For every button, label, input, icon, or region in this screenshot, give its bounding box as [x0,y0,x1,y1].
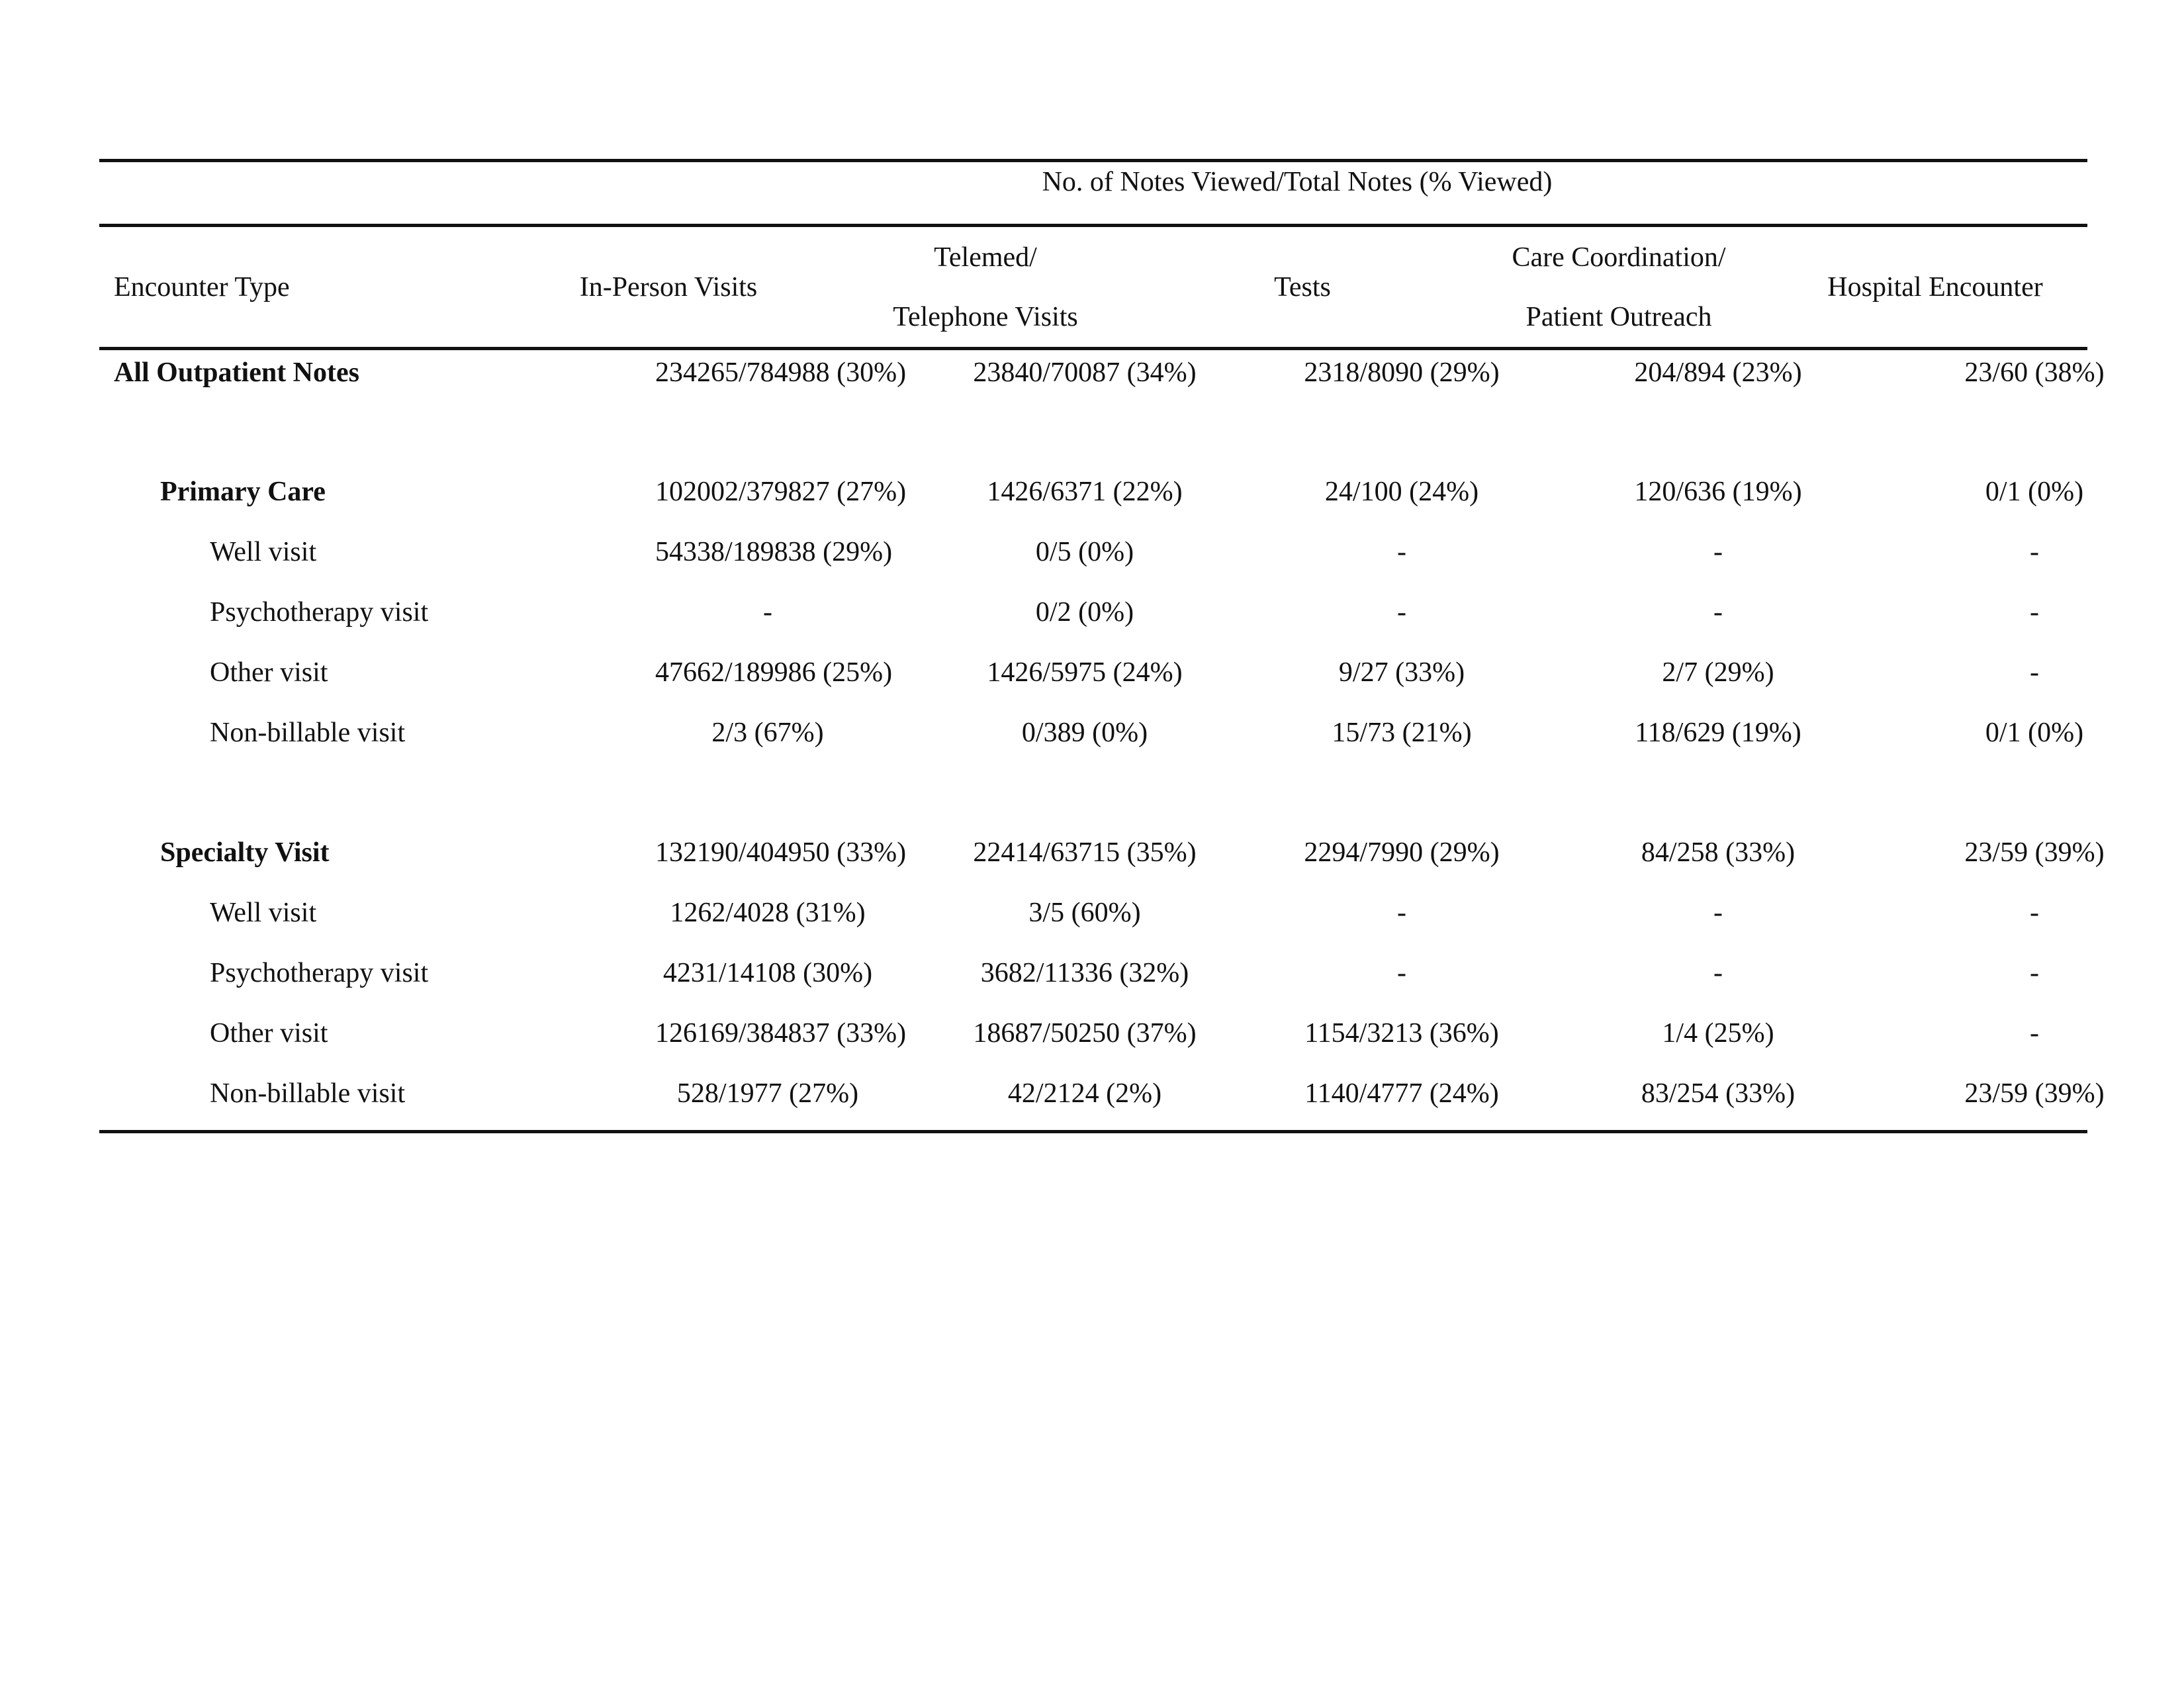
row-label: Psychotherapy visit [210,597,429,628]
header-care-line1: Care Coordination/ [1512,242,1726,273]
column-spanner-heading: No. of Notes Viewed/Total Notes (% Viewed) [1042,167,1553,197]
row-label: Non-billable visit [210,718,406,748]
cell-in-person: 234265/784988 (30%) [655,357,907,388]
cell-telemed: 23840/70087 (34%) [973,357,1197,388]
row-label: Non-billable visit [210,1078,406,1109]
cell-care-coordination: 2/7 (29%) [1662,657,1774,688]
cell-hospital: 23/59 (39%) [1964,837,2105,868]
cell-telemed: 0/2 (0%) [1035,597,1134,628]
cell-hospital: - [2030,597,2039,628]
cell-care-coordination: - [1713,597,1723,628]
row-label: Specialty Visit [160,837,330,868]
cell-in-person: 2/3 (67%) [711,718,824,748]
cell-in-person: 47662/189986 (25%) [655,657,893,688]
header-hospital-label: Hospital Encounter [1827,271,2043,303]
cell-tests: 24/100 (24%) [1324,477,1479,507]
table-row [99,883,2087,943]
row-label: Psychotherapy visit [210,958,429,988]
table-top-rule [99,159,2087,162]
table-row [99,943,2087,1003]
row-label: Well visit [210,898,317,928]
cell-care-coordination: - [1713,537,1723,567]
row-label: Primary Care [160,477,326,507]
header-encounter-type-label: Encounter Type [114,271,290,303]
row-label: Other visit [210,657,328,688]
cell-telemed: 3/5 (60%) [1028,898,1141,928]
cell-telemed: 3682/11336 (32%) [980,958,1189,988]
cell-care-coordination: 83/254 (33%) [1641,1078,1796,1109]
cell-telemed: 1426/6371 (22%) [987,477,1183,507]
cell-tests: - [1397,597,1406,628]
cell-hospital: 0/1 (0%) [1985,477,2084,507]
table-row [99,1004,2087,1063]
cell-hospital: - [2030,537,2039,567]
cell-hospital: - [2030,1018,2039,1049]
table-bottom-rule [99,1130,2087,1133]
cell-tests: - [1397,537,1406,567]
cell-tests: 15/73 (21%) [1332,718,1472,748]
row-label: Well visit [210,537,317,567]
cell-telemed: 0/389 (0%) [1021,718,1148,748]
cell-tests: 1140/4777 (24%) [1304,1078,1499,1109]
header-in-person-label: In-Person Visits [579,271,758,303]
header-care-line2: Patient Outreach [1525,301,1712,332]
row-label: All Outpatient Notes [114,357,359,388]
cell-in-person: 132190/404950 (33%) [655,837,907,868]
table-row-specialty-visit [99,823,2105,882]
cell-care-coordination: 118/629 (19%) [1635,718,1801,748]
table-row-all-outpatient [99,343,2105,402]
cell-tests: - [1397,898,1406,928]
cell-telemed: 22414/63715 (35%) [973,837,1197,868]
table-row [99,703,2087,763]
table-row [99,583,2087,642]
header-hospital [1790,227,2081,347]
header-care-coordination [1473,227,1764,347]
cell-care-coordination: 120/636 (19%) [1634,477,1802,507]
cell-in-person: 126169/384837 (33%) [655,1018,907,1049]
cell-in-person: 528/1977 (27%) [676,1078,859,1109]
cell-telemed: 42/2124 (2%) [1007,1078,1162,1109]
row-label: Other visit [210,1018,328,1049]
table-row [99,522,2087,582]
cell-telemed: 18687/50250 (37%) [973,1018,1197,1049]
header-encounter-type [114,227,379,347]
cell-care-coordination: 1/4 (25%) [1662,1018,1774,1049]
cell-hospital: - [2030,958,2039,988]
cell-care-coordination: - [1713,898,1723,928]
cell-in-person: 1262/4028 (31%) [670,898,866,928]
cell-care-coordination: - [1713,958,1723,988]
cell-in-person: - [763,597,772,628]
table-row [99,643,2087,702]
header-telemed [873,227,1098,347]
cell-hospital: 23/59 (39%) [1964,1078,2105,1109]
cell-telemed: 0/5 (0%) [1035,537,1134,567]
header-telemed-line2: Telephone Visits [893,301,1078,332]
header-in-person [556,227,781,347]
cell-hospital: 23/60 (38%) [1964,357,2105,388]
cell-tests: 9/27 (33%) [1338,657,1465,688]
cell-care-coordination: 84/258 (33%) [1641,837,1796,868]
cell-hospital: 0/1 (0%) [1985,718,2084,748]
cell-care-coordination: 204/894 (23%) [1634,357,1802,388]
cell-hospital: - [2030,657,2039,688]
cell-in-person: 4231/14108 (30%) [662,958,873,988]
cell-telemed: 1426/5975 (24%) [987,657,1183,688]
table-row [99,1064,2105,1123]
cell-in-person: 102002/379827 (27%) [655,477,907,507]
header-telemed-line1: Telemed/ [934,242,1037,273]
header-tests-label: Tests [1274,271,1331,303]
cell-tests: - [1397,958,1406,988]
cell-tests: 1154/3213 (36%) [1304,1018,1499,1049]
cell-hospital: - [2030,898,2039,928]
cell-tests: 2318/8090 (29%) [1304,357,1500,388]
header-tests [1190,227,1415,347]
table-row-primary-care [99,462,2087,522]
cell-in-person: 54338/189838 (29%) [655,537,893,567]
cell-tests: 2294/7990 (29%) [1304,837,1500,868]
